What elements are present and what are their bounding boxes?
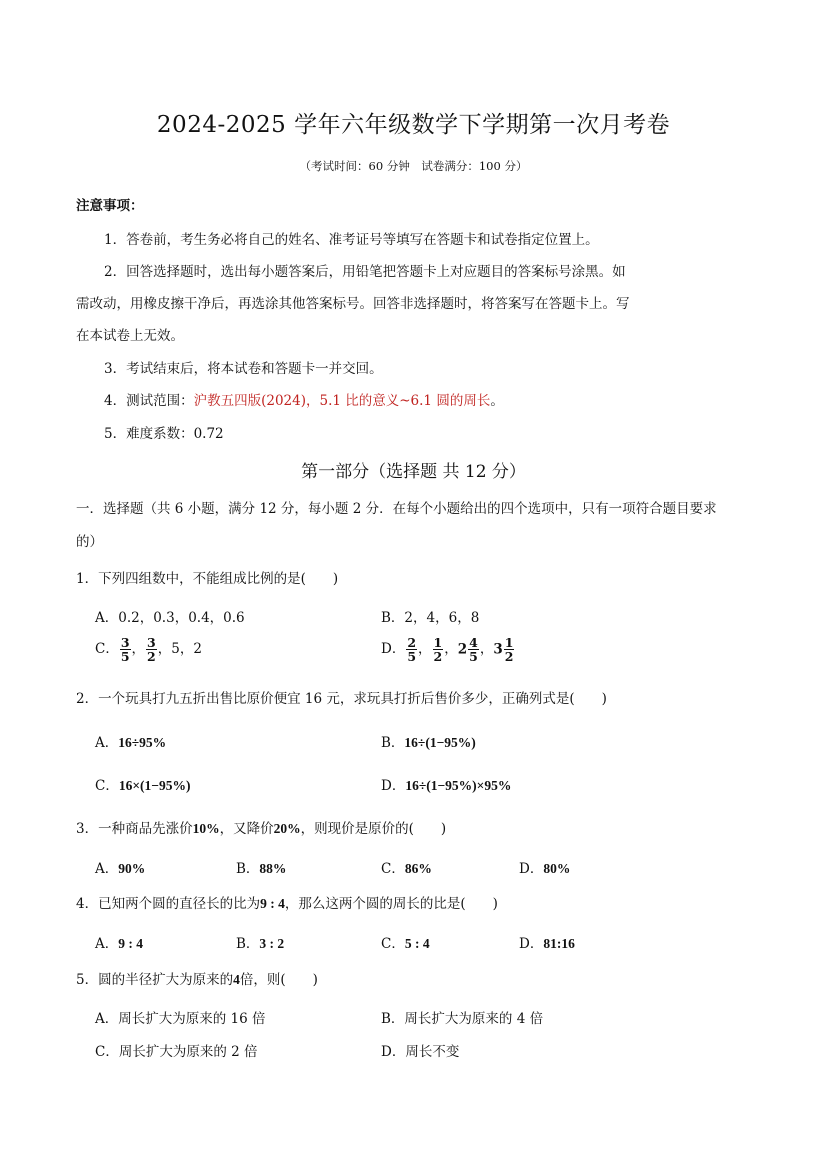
section-intro-line-1: 一．选择题（共 6 小题，满分 12 分，每小题 2 分．在每个小题给出的四个选项中，只有一项符合题目要求 [76,501,717,517]
question-4-option-c: C．5 : 4 [381,936,430,952]
notice-heading: 注意事项： [76,198,144,214]
question-2-option-b: B．16÷(1−95%) [381,735,476,751]
fraction: $\frac{2}{5}$ [407,635,417,664]
test-range: 沪教五四版(2024)，5.1 比的意义~6.1 圆的周长 [193,393,491,409]
mixed-number-whole: 2 [457,641,468,658]
option-label: C． [95,641,119,657]
fraction: $\frac{1}{2}$ [504,635,514,664]
question-1-option-a: A．0.2，0.3，0.4，0.6 [95,610,245,626]
question-3-stem: 3．一种商品先涨价10%，又降价20%，则现价是原价的( ) [76,821,447,837]
question-3-option-b: B．88% [236,861,287,877]
notice-item-2-line-3: 在本试卷上无效。 [76,328,184,344]
notice-item-4-suffix: 。 [490,393,504,409]
question-5-option-b: B．周长扩大为原来的 4 倍 [381,1011,544,1027]
question-3-option-d: D．80% [519,861,571,877]
question-2-option-a: A．16÷95% [95,735,167,751]
fraction: $\frac{3}{2}$ [147,635,156,664]
notice-item-4 [104,389,504,409]
notice-item-5: 5．难度系数：0.72 [104,426,224,442]
question-4-option-d: D．81:16 [519,936,575,952]
question-4-stem: 4．已知两个圆的直径长的比为9 : 4，那么这两个圆的周长的比是( ) [76,896,498,912]
notice-item-1: 1．答卷前，考生务必将自己的姓名、准考证号等填写在答题卡和试卷指定位置上。 [104,232,599,248]
exam-title: 2024-2025 学年六年级数学下学期第一次月考卷 [156,112,671,138]
mixed-number-whole: 3 [493,641,503,658]
question-5-stem: 5．圆的半径扩大为原来的4倍，则( ) [76,972,318,988]
question-1-option-d: D． $\frac{2}{5}$ ， $\frac{1}{2}$ ，2 $\frac{4}{5}$ ，3 $\frac{1}{2}$ [381,635,514,664]
question-1-option-b: B．2，4，6，8 [381,610,480,626]
notice-item-2-line-1: 2．回答选择题时，选出每小题答案后，用铅笔把答题卡上对应题目的答案标号涂黑。如 [104,264,626,280]
fraction: $\frac{3}{5}$ [120,635,130,664]
notice-item-3: 3．考试结束后，将本试卷和答题卡一并交回。 [104,361,383,377]
question-4-option-a: A．9 : 4 [95,936,143,952]
question-1-stem: 1．下列四组数中，不能组成比例的是( ) [76,571,339,587]
question-1-option-c: C． $\frac{3}{5}$ ， $\frac{3}{2}$ ，5，2 [95,635,202,664]
question-2-option-d: D．16÷(1−95%)×95% [381,778,512,794]
notice-item-4-prefix: 4．测试范围： [104,393,194,409]
question-5-option-a: A．周长扩大为原来的 16 倍 [95,1011,266,1027]
question-3-option-a: A．90% [95,861,146,877]
question-2-stem: 2．一个玩具打九五折出售比原价便宜 16 元，求玩具打折后售价多少，正确列式是( ) [76,691,607,707]
question-4-option-b: B．3 : 2 [236,936,285,952]
fraction: $\frac{4}{5}$ [469,635,478,664]
fraction: $\frac{1}{2}$ [433,635,443,664]
section-title: 第一部分（选择题 共 12 分） [301,462,526,482]
question-5-option-d: D．周长不变 [381,1044,460,1060]
question-5-option-c: C．周长扩大为原来的 2 倍 [95,1044,258,1060]
question-3-option-c: C．86% [381,861,432,877]
exam-subtitle: （考试时间：60 分钟 试卷满分：100 分） [299,159,528,173]
section-intro-line-2: 的） [76,534,103,550]
notice-item-2-line-2: 需改动，用橡皮擦干净后，再选涂其他答案标号。回答非选择题时，将答案写在答题卡上。写 [76,296,630,312]
question-2-option-c: C．16×(1−95%) [95,778,191,794]
option-label: D． [381,641,406,657]
